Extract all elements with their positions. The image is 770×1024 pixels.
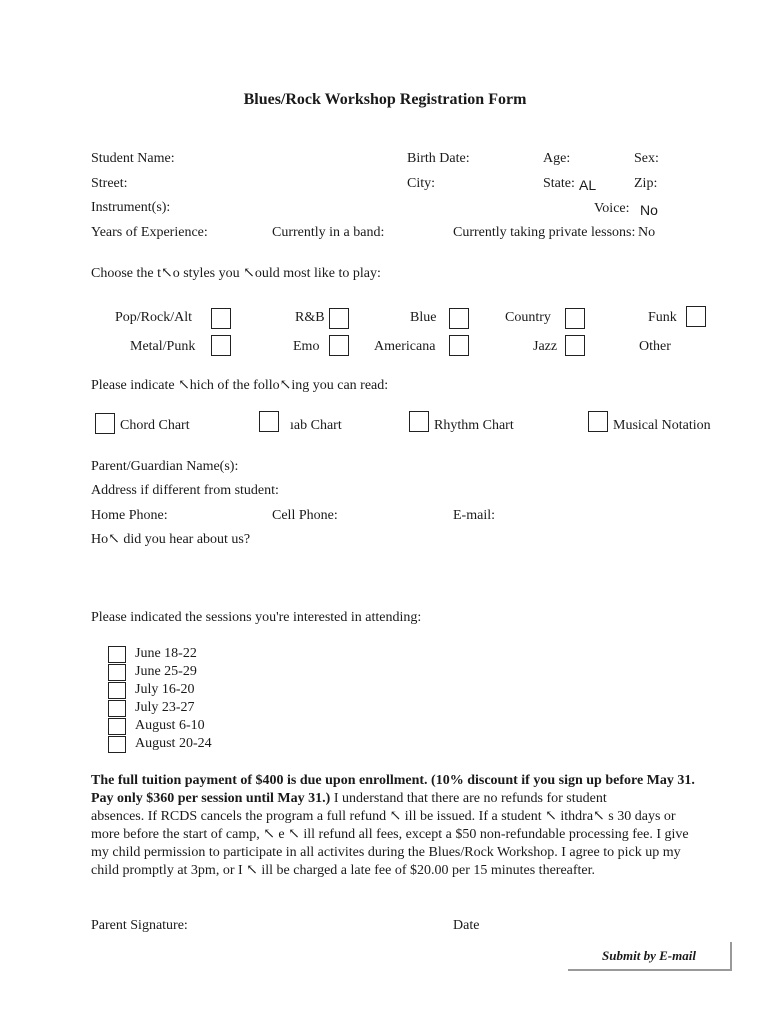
submit-email-button[interactable]: Submit by E-mail <box>568 942 732 971</box>
band-label: Currently in a band: <box>272 225 385 240</box>
cell-phone-label: Cell Phone: <box>272 508 338 523</box>
sessions-prompt: Please indicated the sessions you're interested in attending: <box>91 610 422 625</box>
sex-label: Sex: <box>634 151 659 166</box>
date-label: Date <box>453 918 480 933</box>
style-label: Americana <box>374 339 436 354</box>
style-label: Blue <box>410 310 437 325</box>
reading-checkbox[interactable] <box>409 411 429 432</box>
session-label: July 23-27 <box>135 700 195 715</box>
email-label: E-mail: <box>453 508 495 523</box>
instruments-label: Instrument(s): <box>91 200 171 215</box>
voice-field[interactable]: No <box>640 202 658 218</box>
style-checkbox[interactable] <box>686 306 706 327</box>
style-label: Other <box>639 339 671 354</box>
style-label: R&B <box>295 310 325 325</box>
home-phone-label: Home Phone: <box>91 508 168 523</box>
terms-line-5: my child permission to participate in all activites during the Blues/Rock Workshop. I agree to pick up my <box>91 845 681 860</box>
reading-prompt: Please indicate ↖hich of the follo↖ing you can read: <box>91 378 389 393</box>
session-label: June 25-29 <box>135 664 197 679</box>
session-checkbox[interactable] <box>108 664 126 681</box>
session-checkbox[interactable] <box>108 718 126 735</box>
state-field[interactable]: AL <box>579 177 597 193</box>
experience-label: Years of Experience: <box>91 225 208 240</box>
style-checkbox[interactable] <box>565 308 585 329</box>
terms-line-3: absences. If RCDS cancels the program a full refund ↖ ill be issued. If a student ↖ ithdra↖ s 30 days or <box>91 809 676 824</box>
reading-checkbox[interactable] <box>259 411 279 432</box>
lessons-field[interactable]: No <box>638 225 656 240</box>
reading-checkbox[interactable] <box>95 413 115 434</box>
session-checkbox[interactable] <box>108 700 126 717</box>
style-label: Funk <box>648 310 677 325</box>
student-name-label: Student Name: <box>91 151 175 166</box>
voice-label: Voice: <box>594 201 630 216</box>
styles-prompt: Choose the t↖o styles you ↖ould most like to play: <box>91 266 381 281</box>
style-checkbox[interactable] <box>565 335 585 356</box>
terms-bold-2: Pay only $360 per session until May 31.) <box>91 791 331 806</box>
birth-date-label: Birth Date: <box>407 151 470 166</box>
style-checkbox[interactable] <box>211 308 231 329</box>
reading-checkbox[interactable] <box>588 411 608 432</box>
terms-line-2: I understand that there are no refunds for student <box>330 791 607 806</box>
style-checkbox[interactable] <box>329 308 349 329</box>
reading-label: Rhythm Chart <box>434 418 514 433</box>
session-label: June 18-22 <box>135 646 197 661</box>
parent-name-label: Parent/Guardian Name(s): <box>91 459 239 474</box>
age-label: Age: <box>543 151 571 166</box>
session-label: July 16-20 <box>135 682 195 697</box>
style-label: Emo <box>293 339 320 354</box>
reading-label: ıab Chart <box>290 418 342 433</box>
style-label: Pop/Rock/Alt <box>115 310 193 325</box>
address-label: Address if different from student: <box>91 483 279 498</box>
zip-label: Zip: <box>634 176 658 191</box>
reading-label: Musical Notation <box>613 418 711 433</box>
style-checkbox[interactable] <box>211 335 231 356</box>
terms-line-4: more before the start of camp, ↖ e ↖ ill refund all fees, except a $50 non-refundable processing fee. I give <box>91 827 689 842</box>
style-label: Jazz <box>533 339 558 354</box>
session-checkbox[interactable] <box>108 682 126 699</box>
terms-line-6: child promptly at 3pm, or I ↖ ill be charged a late fee of $20.00 per 15 minutes thereafter. <box>91 863 596 878</box>
reading-label: Chord Chart <box>120 418 190 433</box>
state-label: State: <box>543 176 575 191</box>
heard-label: Ho↖ did you hear about us? <box>91 532 251 547</box>
style-checkbox[interactable] <box>449 335 469 356</box>
terms-bold-1: The full tuition payment of $400 is due upon enrollment. (10% discount if you sign up before May 31. <box>91 773 695 788</box>
city-label: City: <box>407 176 436 191</box>
session-label: August 6-10 <box>135 718 205 733</box>
terms-paragraph <box>91 772 711 880</box>
session-checkbox[interactable] <box>108 736 126 753</box>
style-checkbox[interactable] <box>329 335 349 356</box>
parent-signature-label: Parent Signature: <box>91 918 188 933</box>
style-label: Metal/Punk <box>130 339 196 354</box>
street-label: Street: <box>91 176 128 191</box>
style-label: Country <box>505 310 551 325</box>
style-checkbox[interactable] <box>449 308 469 329</box>
form-title: Blues/Rock Workshop Registration Form <box>243 91 527 108</box>
session-label: August 20-24 <box>135 736 212 751</box>
session-checkbox[interactable] <box>108 646 126 663</box>
lessons-label: Currently taking private lessons: <box>453 225 636 240</box>
